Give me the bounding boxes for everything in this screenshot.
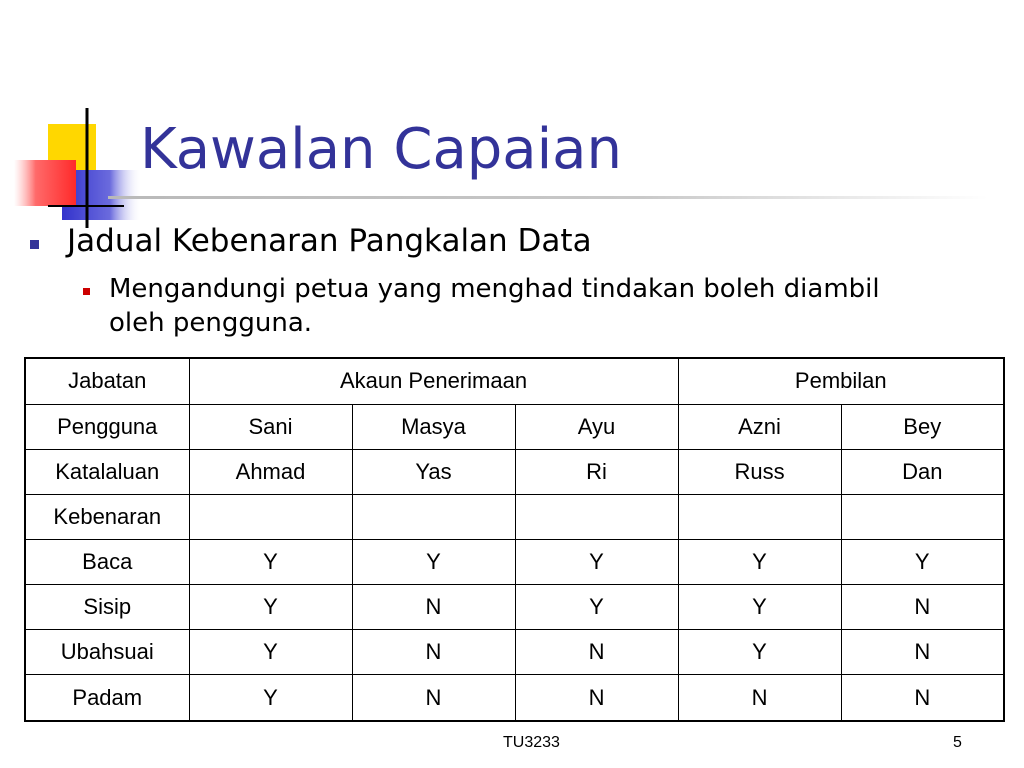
row-label: Sisip: [25, 585, 189, 630]
table-cell: [189, 494, 352, 539]
table-cell: Bey: [841, 404, 1004, 449]
table-cell: Russ: [678, 449, 841, 494]
table-cell: [515, 494, 678, 539]
table-cell: Y: [189, 585, 352, 630]
table-cell: Azni: [678, 404, 841, 449]
table-row: [25, 675, 1004, 721]
table-header-cell: Jabatan: [25, 358, 189, 404]
table-cell: Y: [678, 585, 841, 630]
table-cell: Masya: [352, 404, 515, 449]
title-divider: [108, 196, 988, 199]
bullet-level-1: [30, 222, 592, 260]
table-cell: [678, 494, 841, 539]
table-cell: N: [678, 675, 841, 721]
table-cell: Y: [515, 585, 678, 630]
table-cell: Y: [352, 539, 515, 584]
table-cell: Y: [189, 675, 352, 721]
row-label: Ubahsuai: [25, 630, 189, 675]
square-bullet-icon: [30, 240, 39, 249]
table-cell: Yas: [352, 449, 515, 494]
table-cell: Sani: [189, 404, 352, 449]
footer-course-code: TU3233: [503, 734, 560, 751]
table-cell: N: [841, 630, 1004, 675]
row-label: Pengguna: [25, 404, 189, 449]
table-cell: N: [352, 630, 515, 675]
table-header-cell: Akaun Penerimaan: [189, 358, 678, 404]
table-row: [25, 585, 1004, 630]
bullet-text: Jadual Kebenaran Pangkalan Data: [67, 223, 592, 259]
table-row: [25, 449, 1004, 494]
bullet-level-2: [83, 272, 899, 340]
table-cell: Y: [678, 630, 841, 675]
table-row: [25, 358, 1004, 404]
sub-bullet-text: Mengandungi petua yang menghad tindakan boleh diambil oleh pengguna.: [109, 274, 880, 338]
table-cell: Y: [189, 630, 352, 675]
table-cell: N: [352, 675, 515, 721]
table-cell: [352, 494, 515, 539]
row-label: Kebenaran: [25, 494, 189, 539]
slide-title: Kawalan Capaian: [140, 117, 622, 182]
table-cell: Ahmad: [189, 449, 352, 494]
table-cell: Dan: [841, 449, 1004, 494]
table-cell: N: [515, 675, 678, 721]
table-cell: N: [841, 585, 1004, 630]
table-cell: N: [352, 585, 515, 630]
table-header-cell: Pembilan: [678, 358, 1004, 404]
table-row: [25, 404, 1004, 449]
table-row: [25, 494, 1004, 539]
table-cell: Y: [678, 539, 841, 584]
row-label: Katalaluan: [25, 449, 189, 494]
table-cell: N: [841, 675, 1004, 721]
table-cell: Ri: [515, 449, 678, 494]
row-label: Padam: [25, 675, 189, 721]
table-row: [25, 539, 1004, 584]
table-cell: Y: [515, 539, 678, 584]
square-bullet-icon: [83, 288, 90, 295]
slide-logo-decoration: [0, 0, 160, 240]
row-label: Baca: [25, 539, 189, 584]
footer-page-number: 5: [953, 734, 962, 751]
table-cell: [841, 494, 1004, 539]
table-cell: N: [515, 630, 678, 675]
table-cell: Y: [189, 539, 352, 584]
table-row: [25, 630, 1004, 675]
authorization-table: [24, 357, 1005, 722]
table-cell: Ayu: [515, 404, 678, 449]
table-cell: Y: [841, 539, 1004, 584]
